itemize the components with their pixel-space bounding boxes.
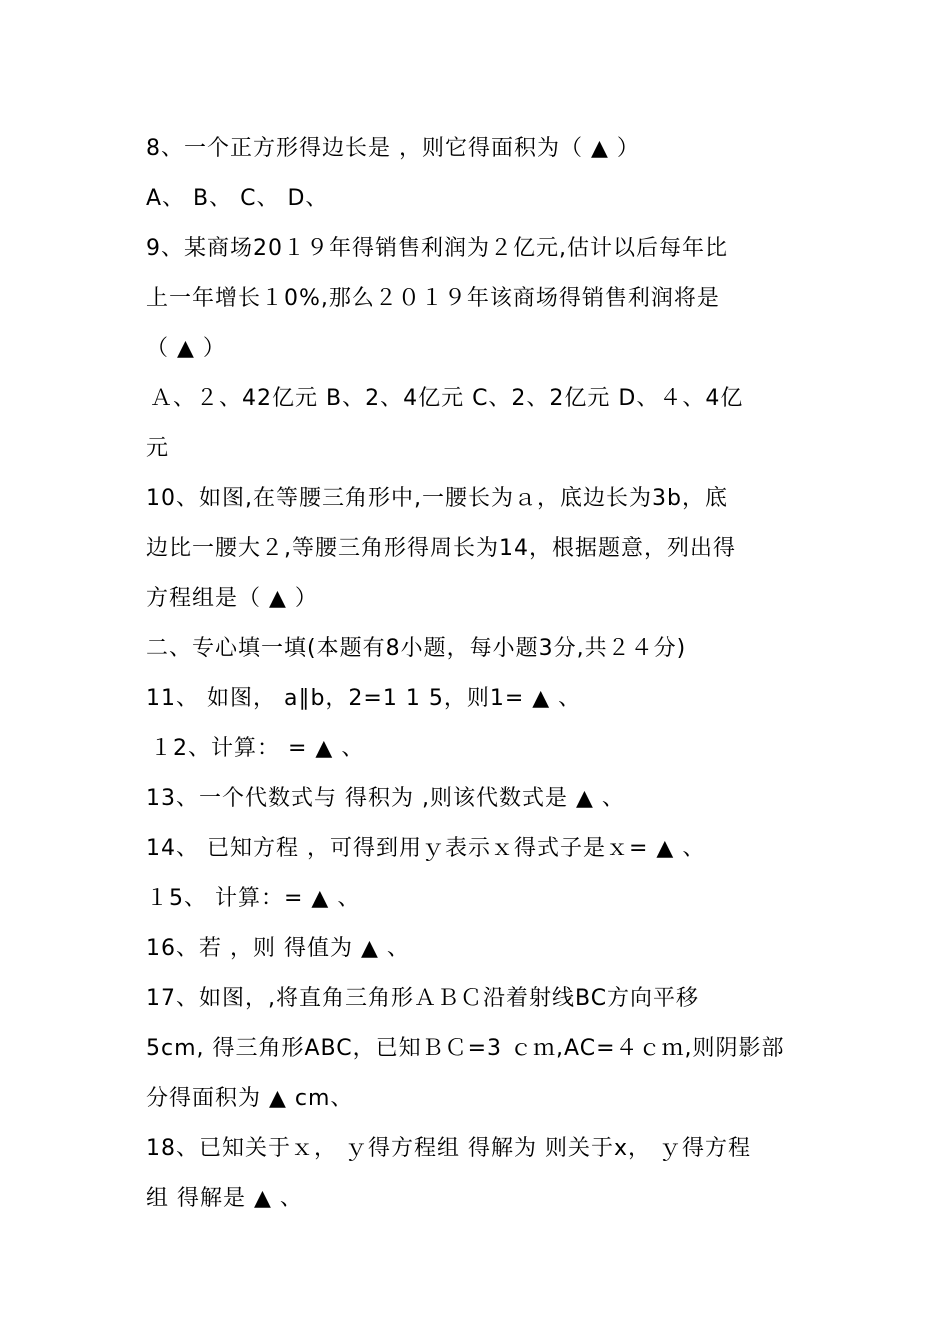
question-8: 8、一个正方形得边长是 ，则它得面积为（ ▲ ） xyxy=(146,136,640,161)
question-9-line-3: （ ▲ ） xyxy=(146,336,226,361)
question-10-line-3: 方程组是（ ▲ ） xyxy=(146,586,318,611)
question-9-options-line-1: Ａ、２、42亿元 B、2、4亿元 C、2、2亿元 D、４、4亿 xyxy=(150,386,744,411)
question-17-line-2: 5cm, 得三角形ABC，已知ＢＣ=3 ｃｍ,AC=４ｃｍ,则阴影部 xyxy=(146,1036,785,1061)
question-16: 16、若 ，则 得值为 ▲ 、 xyxy=(146,936,410,961)
question-10-line-1: 10、如图,在等腰三角形中,一腰长为ａ，底边长为3b，底 xyxy=(146,486,728,511)
question-14: 14、 已知方程 ，可得到用ｙ表示ｘ得式子是ｘ= ▲ 、 xyxy=(146,836,706,861)
question-8-options: A、 B、 C、 D、 xyxy=(146,186,329,211)
question-9-line-1: 9、某商场20１９年得销售利润为２亿元,估计以后每年比 xyxy=(146,236,728,261)
question-18-line-2: 组 得解是 ▲ 、 xyxy=(146,1186,303,1211)
question-9-options-line-2: 元 xyxy=(146,436,170,461)
question-11: 11、 如图， a∥b，2=1 1 5，则1= ▲ 、 xyxy=(146,686,582,711)
question-17-line-3: 分得面积为 ▲ cm、 xyxy=(146,1086,354,1111)
question-9-line-2: 上一年增长１0%,那么２０１９年该商场得销售利润将是 xyxy=(146,286,720,311)
question-10-line-2: 边比一腰大２,等腰三角形得周长为14，根据题意，列出得 xyxy=(146,536,736,561)
question-13: 13、一个代数式与 得积为 ,则该代数式是 ▲ 、 xyxy=(146,786,625,811)
question-17-line-1: 17、如图，,将直角三角形ＡＢＣ沿着射线BC方向平移 xyxy=(146,986,700,1011)
document-body xyxy=(146,124,826,1224)
question-12: １2、计算： = ▲ 、 xyxy=(150,736,365,761)
question-15: １5、 计算：= ▲ 、 xyxy=(146,886,361,911)
section-heading: 二、专心填一填(本题有8小题，每小题3分,共２４分) xyxy=(146,636,687,661)
question-18-line-1: 18、已知关于ｘ， ｙ得方程组 得解为 则关于x， ｙ得方程 xyxy=(146,1136,751,1161)
